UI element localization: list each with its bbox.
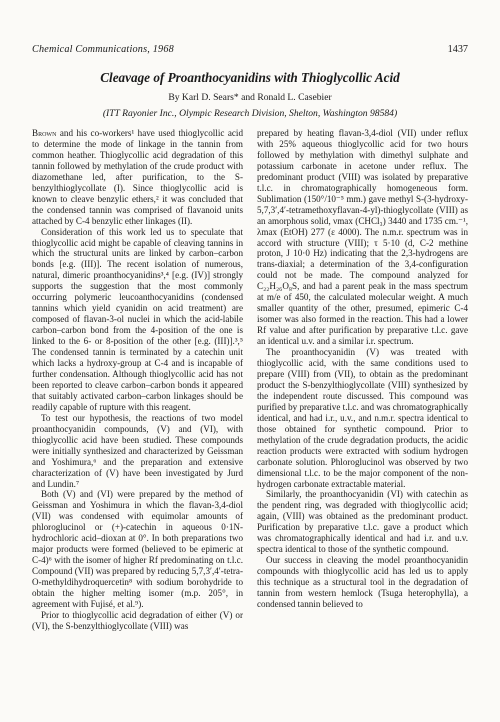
- paragraph: [32, 128, 243, 227]
- paragraph: The proanthocyanidin (V) was treated with thioglycollic acid, with the same conditions used to prepare (VIII) from (VII), to obtain as the predominant product the S-benzylthioglycollate (VIII) synthesized by the independent route discussed. This compound was purified by preparative t.l.c. and was chromatographically identical, and had i.r., u.v., and n.m.r. spectra identical to those obtained for synthetic compound. Prior to methylation of the crude degradation products, the acidic reaction products were extracted with sodium hydrogen carbonate solution. Phloroglucinol was observed by two dimensional t.l.c. to be the major component of the non-hydrogen carbonate extractable material.: [257, 347, 468, 489]
- paragraph-text: and his co-workers¹ have used thioglycollic acid to determine the mode of linkage in the tannin from common heather. Thioglycollic acid degradation of this tannin followed by methylation of the crude product with diazomethane led, after purification, to the S-benzylthioglycollate (I). Since thioglycollic acid is known to cleave benzylic ethers,² it was concluded that the condensed tannin was comprised of flavanoid units attached by C-4 benzylic ether linkages (II).: [32, 128, 243, 226]
- paragraph: Both (V) and (VI) were prepared by the method of Geissman and Yoshimura in which the flavan-3,4-diol (VII) was condensed with equimolar amounts of phloroglucinol or (+)-catechin in aqueous 0·1N-hydrochloric acid–dioxan at 0°. In both preparations two major products were formed (believed to be epimeric at C-4)⁶ with the isomer of higher Rf predominating on t.l.c. Compound (VII) was prepared by reducing 5,7,3′,4′-tetra-O-methyldihydroquercetin⁸ with sodium borohydride to obtain the higher melting isomer (m.p. 205°, in agreement with Fujisé, et al.⁹).: [32, 489, 243, 609]
- paragraph: Similarly, the proanthocyanidin (VI) with catechin as the pendent ring, was degraded with thioglycollic acid; again, (VIII) was obtained as the predominant product. Purification by preparative t.l.c. gave a product which was chromatographically identical and had i.r. and u.v. spectra identical to those of the synthetic compound.: [257, 489, 468, 555]
- paragraph: Consideration of this work led us to speculate that thioglycollic acid might be capable of cleaving tannins in which the structural units are linked by carbon–carbon bonds [e.g. (III)]. The recent isolation of numerous, natural, dimeric proanthocyanidins³,⁴ [e.g. (IV)] strongly supports the suggestion that the most commonly occurring polymeric leucoanthocyanidins (condensed tannins which yield cyanidin on acid treatment) are composed of flavan-3-ol nuclei in which the acid-labile carbon–carbon bond from the 4-position of the one is linked to the 6- or 8-position of the other [e.g. (III)].³,⁵ The condensed tannin is terminated by a catechin unit which lacks a hydroxy-group at C-4 and is incapable of further condensation. Although thioglycollic acid has not been reported to cleave carbon–carbon bonds it appeared that suitably activated carbon–carbon linkages should be readily capable of rupture with this reagent.: [32, 226, 243, 412]
- paragraph: Our success in cleaving the model proanthocyanidin compounds with thioglycollic acid has led us to apply this technique as a structural tool in the degradation of tannin from western hemlock (Tsuga heterophylla), a condensed tannin believed to: [257, 555, 468, 609]
- page-number: 1437: [447, 44, 468, 55]
- left-column: [32, 128, 243, 632]
- running-head: [32, 44, 468, 58]
- lead-word: Brown: [32, 128, 57, 138]
- paragraph: prepared by heating flavan-3,4-diol (VII) under reflux with 25% aqueous thioglycollic acid for two hours followed by methylation with dimethyl sulphate and potassium carbonate in acetone under reflux. The predominant product (VIII) was isolated by preparative t.l.c. in chromatographically homogeneous form. Sublimation (150°/10⁻⁵ mm.) gave methyl S-(3-hydroxy-5,7,3′,4′-tetramethoxyflavan-4-yl)-thioglycollate (VIII) as an amorphous solid, νmax (CHCl₃) 3440 and 1735 cm.⁻¹, λmax (EtOH) 277 (ε 4000). The n.m.r. spectrum was in accord with structure (VIII); τ 5·10 (d, C-2 methine proton, J 10·0 Hz) indicating that the 2,3-hydrogens are trans-diaxial; a determination of the 3,4-configuration could not be made. The compound analyzed for C₂₂H₂₆O₈S, and had a parent peak in the mass spectrum at m/e of 450, the calculated molecular weight. A much smaller quantity of the other, presumed, epimeric C-4 isomer was also formed in the reaction. This had a lower Rf value and after purification by preparative t.l.c. gave an identical u.v. and a similar i.r. spectrum.: [257, 128, 468, 347]
- right-column: [257, 128, 468, 610]
- article-authors: By Karl D. Sears* and Ronald L. Casebier: [168, 92, 332, 103]
- journal-name: Chemical Communications, 1968: [32, 44, 174, 55]
- paragraph: Prior to thioglycollic acid degradation of either (V) or (VI), the S-benzylthioglycollate (VIII) was: [32, 609, 243, 631]
- article-title: Cleavage of Proanthocyanidins with Thioglycollic Acid: [100, 70, 400, 85]
- article-affiliation: (ITT Rayonier Inc., Olympic Research Division, Shelton, Washington 98584): [102, 108, 398, 119]
- paragraph: To test our hypothesis, the reactions of two model proanthocyanidin compounds, (V) and (VI), with thioglycollic acid have been studied. These compounds were initially synthesized and characterized by Geissman and Yoshimura,⁶ and the preparation and extensive characterization of (V) have been investigated by Jurd and Lundin.⁷: [32, 412, 243, 489]
